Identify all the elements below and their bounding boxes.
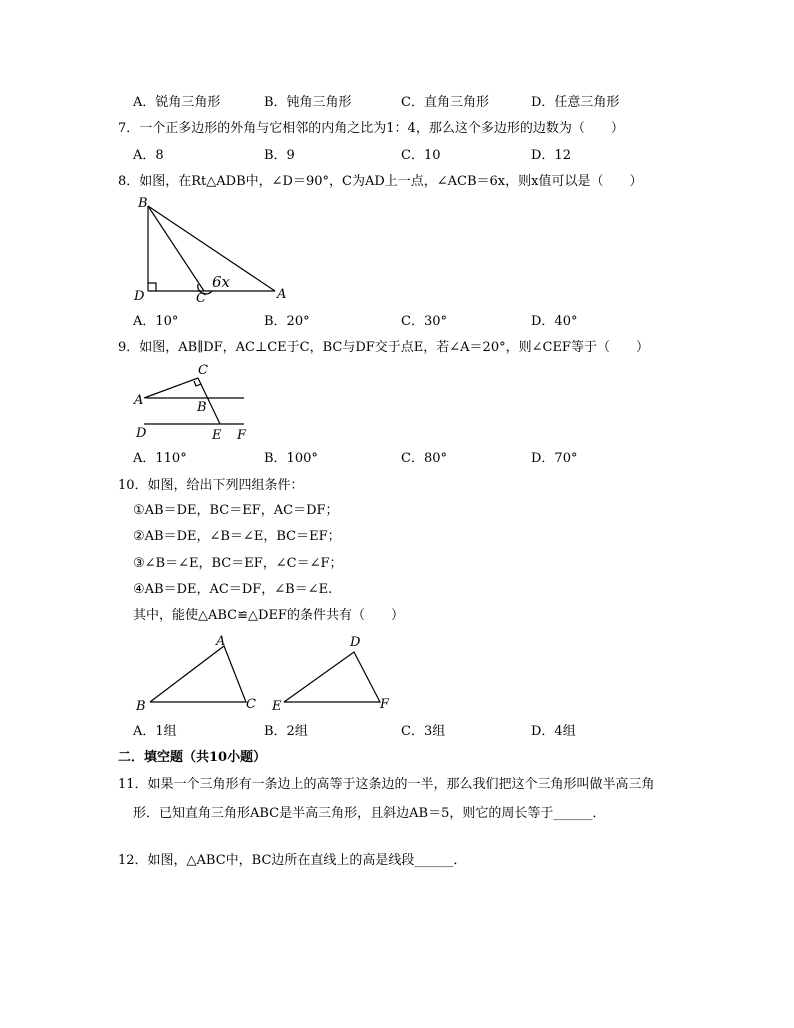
q10-condition-2: ②AB＝DE，∠B＝∠E，BC＝EF； — [133, 529, 341, 544]
section-fill-in-title: 二．填空题（共10小题） — [118, 750, 267, 765]
q10-condition-4: ④AB＝DE，AC＝DF，∠B＝∠E. — [133, 582, 333, 597]
q7-option-c: C．10 — [401, 148, 441, 163]
q10-condition-1: ①AB＝DE，BC＝EF，AC＝DF； — [133, 503, 339, 518]
q9-label-b: B — [197, 400, 207, 415]
q8-angle-label: 6x — [212, 273, 231, 291]
q9-figure — [130, 360, 260, 444]
q6-option-b: B．钝角三角形 — [264, 95, 352, 110]
q10-option-a: A．1组 — [133, 724, 177, 739]
q10-label-c: C — [246, 697, 256, 712]
q8-option-c: C．30° — [401, 314, 447, 329]
q9-option-c: C．80° — [401, 451, 447, 466]
q10-label-f: F — [380, 697, 390, 712]
q10-label-a: A — [216, 634, 226, 649]
q12-stem: 12．如图，△ABC中，BC边所在直线上的高是线段______． — [118, 853, 467, 868]
q10-label-b: B — [136, 699, 146, 714]
q8-option-b: B．20° — [264, 314, 310, 329]
q8-label-c: C — [196, 291, 206, 306]
q9-label-e: E — [212, 428, 222, 443]
q11-line-2: 形．已知直角三角形ABC是半高三角形，且斜边AB＝5，则它的周长等于______． — [133, 806, 606, 821]
q7-option-b: B．9 — [264, 148, 295, 163]
q9-option-d: D．70° — [531, 451, 578, 466]
q11-line-1: 11．如果一个三角形有一条边上的高等于这条边的一半，那么我们把这个三角形叫做半高三角 — [118, 777, 655, 792]
q9-label-a: A — [134, 393, 144, 408]
q7-stem: 7．一个正多边形的外角与它相邻的内角之比为1：4，那么这个多边形的边数为（ ） — [118, 121, 624, 136]
q8-label-d: D — [134, 289, 145, 304]
q9-label-d: D — [136, 426, 147, 441]
q10-condition-3: ③∠B＝∠E，BC＝EF，∠C＝∠F； — [133, 556, 343, 571]
q6-option-c: C．直角三角形 — [401, 95, 489, 110]
q10-label-d: D — [350, 635, 361, 650]
q9-option-a: A．110° — [133, 451, 187, 466]
q6-option-a: A．锐角三角形 — [133, 95, 221, 110]
q8-right-angle-mark — [148, 283, 156, 291]
q9-label-c: C — [198, 363, 208, 378]
q7-option-d: D．12 — [531, 148, 571, 163]
q8-label-a: A — [277, 287, 287, 302]
q6-option-d: D．任意三角形 — [531, 95, 620, 110]
q9-option-b: B．100° — [264, 451, 318, 466]
q10-figure — [130, 630, 400, 716]
q8-label-b: B — [138, 196, 148, 211]
q8-option-a: A．10° — [133, 314, 179, 329]
q10-triangle-def — [284, 652, 380, 702]
q10-triangle-abc — [150, 646, 246, 702]
q8-figure — [128, 194, 298, 306]
q9-segment-ac — [144, 378, 198, 398]
q7-option-a: A．8 — [133, 148, 164, 163]
q10-question: 其中，能使△ABC≌△DEF的条件共有（ ） — [133, 608, 404, 623]
q10-option-b: B．2组 — [264, 724, 308, 739]
q10-stem: 10．如图，给出下列四组条件： — [118, 478, 304, 493]
q10-label-e: E — [272, 699, 282, 714]
q10-option-d: D．4组 — [531, 724, 576, 739]
q10-option-c: C．3组 — [401, 724, 446, 739]
q8-segment-bc — [148, 206, 204, 291]
q9-stem: 9．如图，AB∥DF，AC⊥CE于C，BC与DF交于点E，若∠A＝20°，则∠CEF等于（ ） — [118, 340, 649, 355]
q9-label-f: F — [237, 428, 247, 443]
q8-stem: 8．如图，在Rt△ADB中，∠D＝90°，C为AD上一点，∠ACB＝6x，则x值可以是（ ） — [118, 174, 643, 189]
q8-option-d: D．40° — [531, 314, 578, 329]
